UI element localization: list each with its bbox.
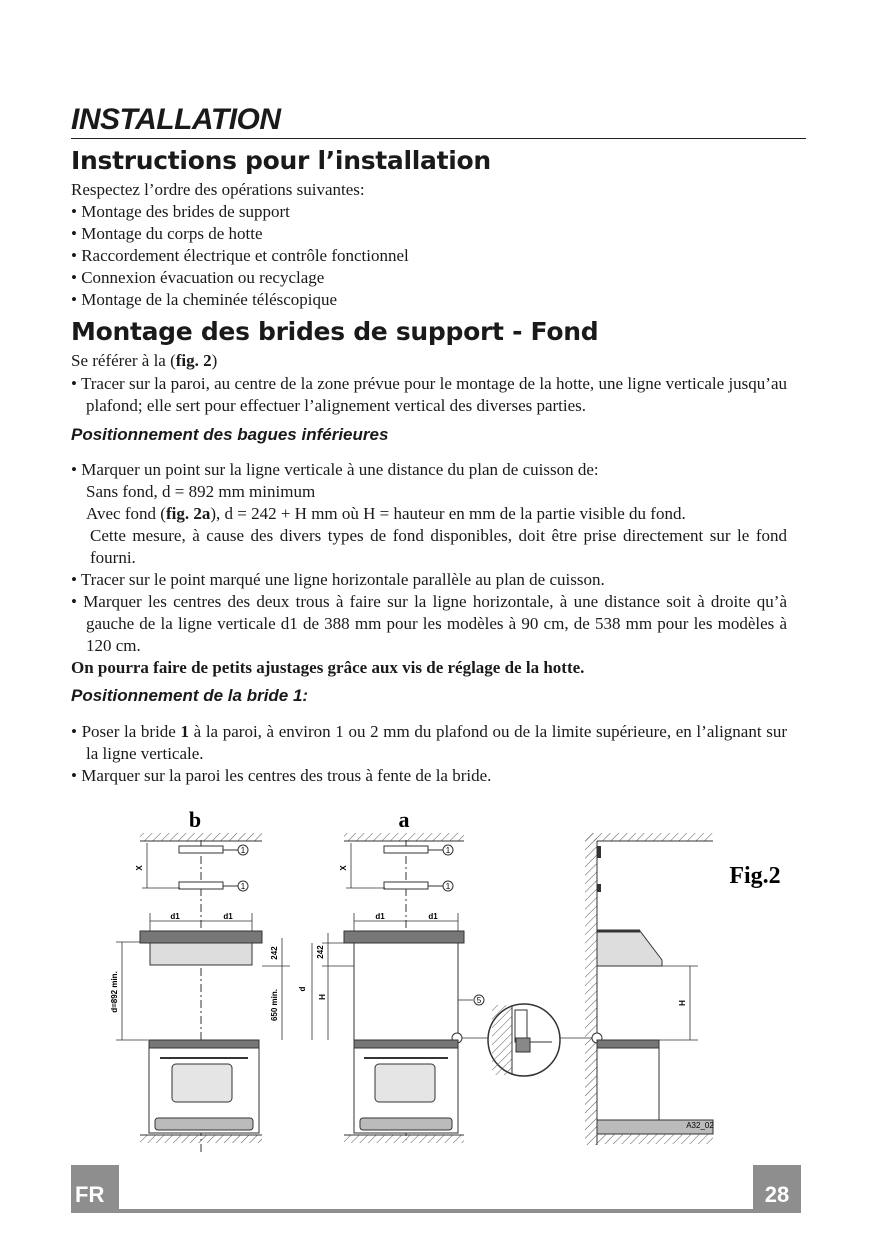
h-label: H <box>318 994 327 1000</box>
step-item: • Raccordement électrique et contrôle fonctionnel <box>71 246 409 265</box>
installation-figure <box>100 800 780 1160</box>
d1-label: d1 <box>428 912 438 921</box>
v242-label: 242 <box>270 946 279 960</box>
marquer-text: • Marquer sur la paroi les centres des trous à fente de la bride. <box>71 766 492 785</box>
marker-1-label: 1 <box>445 846 451 855</box>
montage-heading: Montage des brides de support - Fond <box>71 317 599 346</box>
footer-rule <box>119 1209 753 1213</box>
d1-label: d1 <box>375 912 385 921</box>
figure-drawing <box>100 800 780 1160</box>
label-b: b <box>188 807 202 832</box>
step-item: • Montage de la cheminée téléscopique <box>71 290 338 309</box>
sans-fond-text: Sans fond, d = 892 mm minimum <box>86 482 316 501</box>
bride-heading: Positionnement de la bride 1: <box>71 686 309 705</box>
instructions-heading: Instructions pour l’installation <box>71 146 491 175</box>
d-892-label: d=892 min. <box>110 971 119 1013</box>
x-label: X <box>135 865 144 871</box>
d-label: d <box>298 986 307 992</box>
step-item: • Montage des brides de support <box>71 202 290 221</box>
d1-label: d1 <box>170 912 180 921</box>
diagram-a <box>298 833 484 1143</box>
centres-text: • Marquer les centres des deux trous à faire sur la ligne horizontale, à une distance soit à droite qu’à gauche de la ligne verticale d1 de 388 mm pour les modèles à 90 cm, de 538 mm pour les modèles à 120 cm. <box>71 592 787 655</box>
trace-horizontal-text: • Tracer sur le point marqué une ligne horizontale parallèle au plan de cuisson. <box>71 570 605 589</box>
marker-1-label: 1 <box>240 882 246 891</box>
mark-point-text: • Marquer un point sur la ligne verticale à une distance du plan de cuisson de: <box>71 460 599 479</box>
d1-label: d1 <box>223 912 233 921</box>
v650-label: 650 min. <box>270 988 279 1022</box>
detail-view <box>462 1004 595 1076</box>
trace-vertical-text: • Tracer sur la paroi, au centre de la zone prévue pour le montage de la hotte, une ligne verticale jusqu’au plafond; elle sert pour effectuer l’alignement vertical des diverses parties. <box>71 374 787 415</box>
x-label: X <box>339 865 348 871</box>
figure-reference: Se référer à la (fig. 2) <box>71 351 218 370</box>
mesure-text: Cette mesure, à cause des divers types de fond disponibles, doit être prise directement sur le fond fourni. <box>90 526 787 567</box>
step-item: • Montage du corps de hotte <box>71 224 263 243</box>
marker-1-label: 1 <box>445 882 451 891</box>
step-item: • Connexion évacuation ou recyclage <box>71 268 325 287</box>
label-a: a <box>398 807 410 832</box>
adjustment-note: On pourra faire de petits ajustages grâce aux vis de réglage de la hotte. <box>71 658 585 677</box>
v242-label: 242 <box>316 945 325 959</box>
bagues-heading: Positionnement des bagues inférieures <box>71 425 389 444</box>
h-label: H <box>678 1000 687 1006</box>
figure-code: A32_02 <box>686 1121 714 1130</box>
avec-fond-text: Avec fond (fig. 2a), d = 242 + H mm où H = hauteur en mm de la partie visible du fond. <box>86 504 686 523</box>
side-view <box>585 833 780 1145</box>
marker-1-label: 1 <box>240 846 246 855</box>
page-title: INSTALLATION <box>71 103 281 136</box>
marker-5-label: 5 <box>476 996 482 1005</box>
poser-text: • Poser la bride 1 à la paroi, à environ 1 ou 2 mm du plafond ou de la limite supérieure, en l’alignant sur la ligne verticale. <box>71 722 787 763</box>
language-tab: FR <box>71 1165 119 1213</box>
instructions-intro: Respectez l’ordre des opérations suivantes: <box>71 180 365 199</box>
diagram-b <box>110 833 290 1155</box>
section-header <box>71 102 806 139</box>
fig-label: Fig.2 <box>729 863 780 889</box>
page-number: 28 <box>753 1165 801 1213</box>
page-footer <box>71 1165 801 1213</box>
